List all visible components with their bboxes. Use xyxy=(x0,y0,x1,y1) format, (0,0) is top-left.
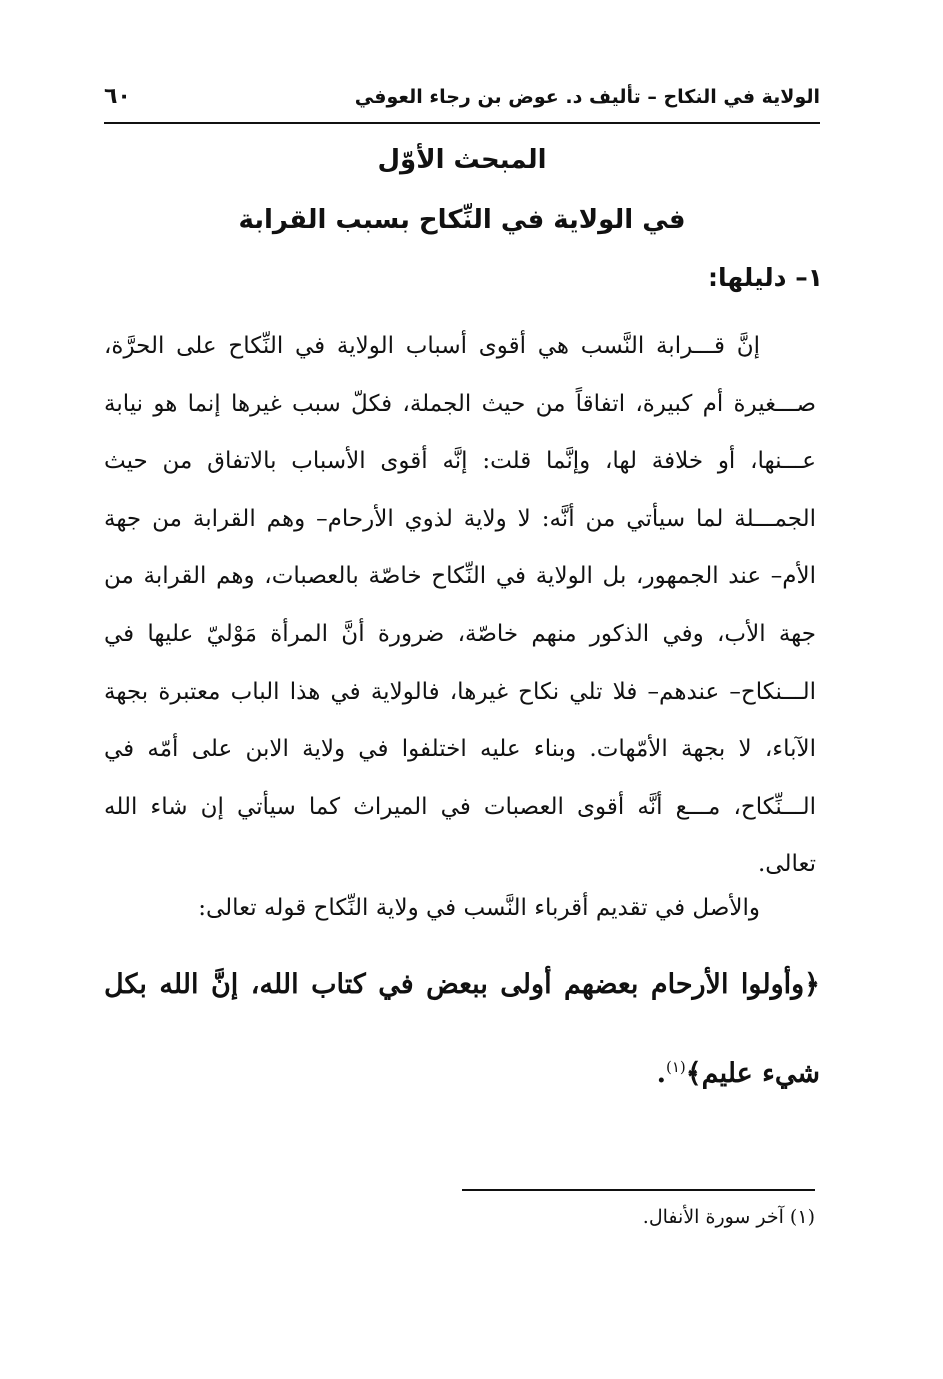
header-title: الولاية في النكاح – تأليف د. عوض بن رجاء العوفي xyxy=(354,86,820,108)
running-header xyxy=(104,80,820,124)
quran-verse xyxy=(104,944,820,1115)
subheading-evidence: ١– دليلها: xyxy=(708,263,823,292)
body-paragraph: إنَّ قـــرابة النَّسب هي أقوى أسباب الولاية في النِّكاح على الحرَّة، صـــغيرة أم كبيرة، اتفاقاً من حيث الجملة، فكلّ سبب غيرها إنما هو نيابة عـــنها، أو خلافة لها، وإنَّما قلت: إنَّه أقوى الأسباب بالاتفاق من حيث الجمـــلة لما سيأتي من أنَّه: لا ولاية لذوي الأرحام– وهم القرابة من جهة الأم– عند الجمهور، بل الولاية في النِّكاح خاصّة بالعصبات، وهم القرابة من جهة الأب، وفي الذكور منهم خاصّة، ضرورة أنَّ المرأة مَوْليّ عليها في الـــنكاح– عندهم– فلا تلي نكاح غيرها، فالولاية في هذا الباب معتبرة بجهة الآباء، لا بجهة الأمّهات. وبناء عليه اختلفوا في ولاية الابن على أمّه في الـــنِّكاح، مـــع أنَّه أقوى العصبات في الميراث كما سيأتي إن شاء الله تعالى. xyxy=(104,333,816,878)
footnote-divider xyxy=(462,1189,815,1191)
section-title: المبحث الأوّل xyxy=(377,145,547,175)
page-number: ٦٠ xyxy=(104,84,131,109)
footnote: (١) آخر سورة الأنفال. xyxy=(642,1206,815,1228)
footnote-reference: (١) xyxy=(666,1058,686,1076)
section-subtitle: في الولاية في النِّكاح بسبب القرابة xyxy=(238,205,686,235)
verse-intro: والأصل في تقديم أقرباء النَّسب في ولاية النِّكاح قوله تعالى: xyxy=(198,895,760,921)
verse-text: ﴿وأولوا الأرحام بعضهم أولى ببعض في كتاب الله، إنَّ الله بكل شيء عليم﴾ xyxy=(104,969,820,1089)
verse-end: . xyxy=(656,1058,666,1089)
